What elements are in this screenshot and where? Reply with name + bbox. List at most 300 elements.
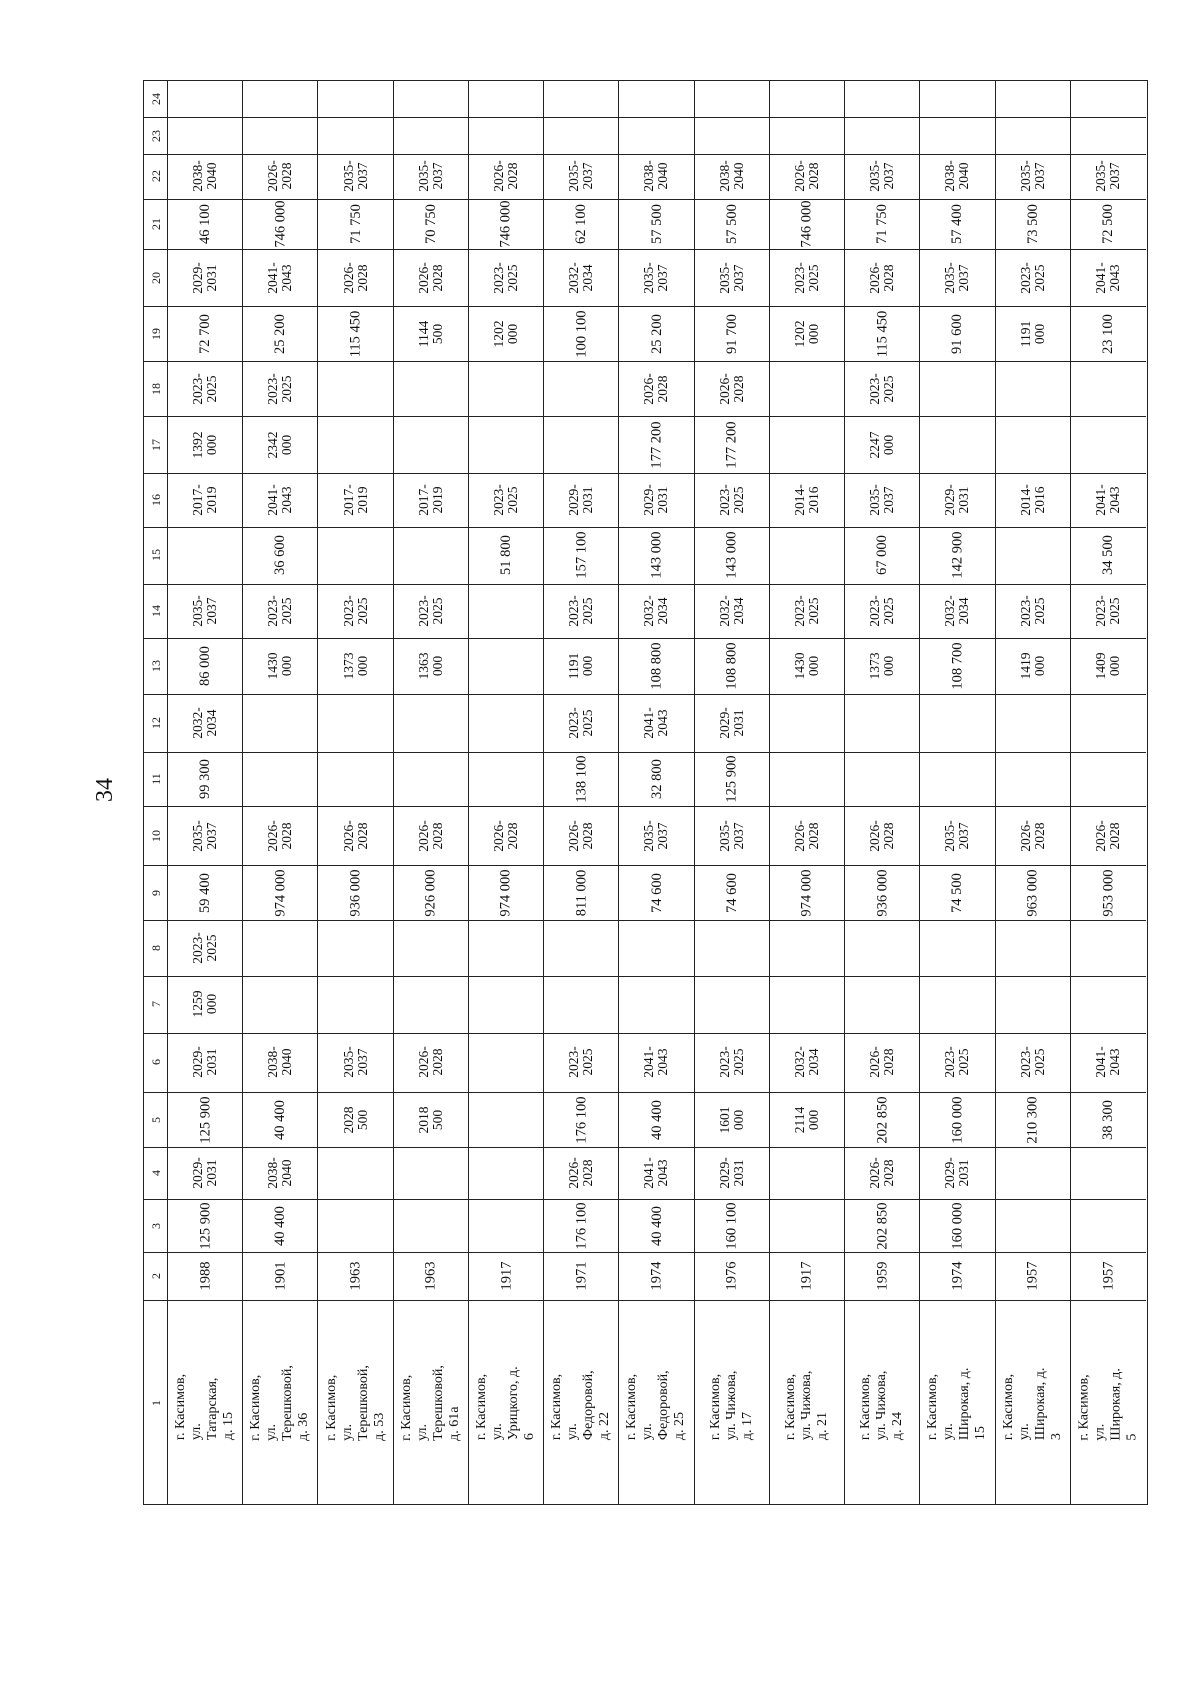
cell-text: 125 900 (197, 1202, 214, 1250)
cell-separator (544, 976, 618, 977)
cell-text: 2041-2043 (1093, 484, 1123, 516)
cell-text: 2026-2028 (566, 820, 596, 852)
cell-text: 1202 000 (791, 320, 821, 348)
cell-text: 2026-2028 (867, 1046, 897, 1079)
cell-text: 2035-2037 (566, 160, 596, 193)
table-cell (469, 361, 543, 416)
table-cell (1071, 249, 1146, 306)
cell-text: 2023-2025 (566, 595, 596, 627)
table-cell (845, 584, 919, 639)
cell-separator (469, 865, 543, 866)
column-number (144, 976, 167, 1032)
cell-separator (845, 1033, 919, 1034)
cell-separator (920, 527, 994, 528)
cell-separator (920, 249, 994, 250)
table-cell (695, 1147, 769, 1199)
cell-separator (770, 117, 844, 118)
table-cell (920, 117, 994, 153)
cell-separator (770, 1033, 844, 1034)
cell-text: 40 400 (272, 1099, 289, 1140)
column-number-text: 5 (148, 1116, 163, 1123)
cell-separator (1071, 806, 1146, 807)
cell-text: 1974 (949, 1261, 966, 1291)
table-cell (695, 865, 769, 920)
cell-separator (920, 920, 994, 921)
cell-text: 2032-2034 (190, 707, 220, 739)
table-row (168, 81, 243, 1504)
table-cell (394, 920, 468, 976)
cell-text: 2035-2037 (1017, 160, 1047, 193)
cell-separator (394, 1092, 468, 1093)
table-cell (394, 584, 468, 639)
cell-separator (845, 249, 919, 250)
cell-separator (243, 1147, 317, 1148)
table-cell (394, 865, 468, 920)
table-cell (770, 306, 844, 361)
cell-text: 2026-2028 (791, 160, 821, 193)
table-cell (318, 976, 392, 1032)
address-text: г. Касимов, ул. Терешковой, д. 53 (323, 1364, 387, 1441)
table-cell (318, 1033, 392, 1093)
header-separator (144, 361, 167, 362)
table-cell (619, 306, 693, 361)
table-cell (469, 1252, 543, 1299)
cell-separator (770, 1199, 844, 1200)
cell-separator (168, 154, 242, 155)
table-row (243, 81, 318, 1504)
cell-separator (695, 1199, 769, 1200)
cell-separator (318, 806, 392, 807)
cell-text: 2026-2028 (1017, 820, 1047, 852)
table-cell (695, 306, 769, 361)
cell-separator (770, 865, 844, 866)
cell-separator (695, 694, 769, 695)
cell-text: 2035-2037 (340, 160, 370, 193)
cell-text: 936 000 (874, 868, 891, 917)
header-separator (144, 473, 167, 474)
table-cell (770, 416, 844, 472)
column-number-text: 18 (148, 382, 163, 395)
cell-text: 2342 000 (265, 431, 295, 459)
cell-separator (695, 306, 769, 307)
cell-separator (318, 976, 392, 977)
cell-separator (920, 865, 994, 866)
cell-text: 2017-2019 (415, 484, 445, 516)
address-text: г. Касимов, ул. Широкая, д. 15 (925, 1367, 989, 1440)
cell-separator (544, 638, 618, 639)
table-cell (920, 976, 994, 1032)
cell-text: 2035-2037 (716, 820, 746, 852)
cell-text: 108 800 (648, 642, 665, 690)
table-cell (168, 473, 242, 528)
cell-separator (1071, 584, 1146, 585)
table-cell (996, 752, 1070, 807)
table-cell (619, 249, 693, 306)
cell-separator (318, 1252, 392, 1253)
table-cell (168, 249, 242, 306)
table-cell (619, 584, 693, 639)
column-number-text: 19 (148, 327, 163, 340)
cell-text: 1373 000 (867, 652, 897, 680)
cell-separator (695, 752, 769, 753)
cell-separator (920, 117, 994, 118)
cell-separator (469, 249, 543, 250)
cell-separator (544, 752, 618, 753)
column-number (144, 81, 167, 117)
table-cell (318, 1300, 392, 1506)
table-cell (770, 1199, 844, 1253)
cell-separator (168, 527, 242, 528)
column-number (144, 249, 167, 306)
cell-text: 91 700 (723, 313, 740, 354)
table-cell (469, 1199, 543, 1253)
table-cell (318, 1199, 392, 1253)
cell-separator (243, 416, 317, 417)
table-cell (168, 199, 242, 249)
header-separator (144, 306, 167, 307)
cell-separator (318, 638, 392, 639)
cell-separator (168, 249, 242, 250)
data-table (143, 80, 1148, 1505)
cell-text: 2023-2025 (942, 1046, 972, 1079)
column-number (144, 1252, 167, 1299)
cell-separator (770, 1147, 844, 1148)
header-separator (144, 920, 167, 921)
table-cell (1071, 976, 1146, 1032)
table-cell (243, 1199, 317, 1253)
table-cell (845, 694, 919, 751)
table-cell (394, 416, 468, 472)
table-cell (544, 154, 618, 199)
cell-separator (469, 806, 543, 807)
cell-text: 2026-2028 (867, 820, 897, 852)
cell-separator (394, 1147, 468, 1148)
table-cell (544, 249, 618, 306)
table-cell (920, 806, 994, 865)
cell-separator (920, 1199, 994, 1200)
cell-separator (318, 1033, 392, 1034)
cell-separator (168, 694, 242, 695)
cell-separator (619, 976, 693, 977)
cell-text: 2023-2025 (1017, 262, 1047, 294)
cell-separator (1071, 249, 1146, 250)
table-cell (996, 306, 1070, 361)
table-cell (168, 638, 242, 694)
table-cell (996, 1199, 1070, 1253)
table-cell (695, 249, 769, 306)
column-number (144, 527, 167, 583)
cell-separator (619, 638, 693, 639)
cell-text: 2032-2034 (942, 595, 972, 627)
table-cell (845, 976, 919, 1032)
cell-separator (394, 1252, 468, 1253)
cell-text: 177 200 (723, 420, 740, 469)
cell-separator (695, 1252, 769, 1253)
cell-text: 963 000 (1024, 868, 1041, 917)
table-cell (996, 473, 1070, 528)
cell-text: 2026-2028 (867, 1157, 897, 1189)
cell-separator (318, 249, 392, 250)
table-cell (243, 117, 317, 153)
address-text: г. Касимов, ул. Татарская, д. 15 (173, 1373, 237, 1440)
table-cell (845, 1147, 919, 1199)
cell-text: 2035-2037 (942, 262, 972, 294)
table-cell (168, 117, 242, 153)
cell-separator (469, 1252, 543, 1253)
cell-separator (996, 1252, 1070, 1253)
cell-separator (243, 1252, 317, 1253)
table-cell (544, 584, 618, 639)
cell-separator (168, 117, 242, 118)
cell-separator (920, 1300, 994, 1301)
cell-text: 100 100 (573, 310, 590, 358)
cell-separator (168, 1033, 242, 1034)
cell-separator (695, 920, 769, 921)
cell-separator (770, 920, 844, 921)
table-cell (845, 527, 919, 583)
cell-text: 2038-2040 (265, 1046, 295, 1079)
table-cell (1071, 1147, 1146, 1199)
cell-separator (996, 584, 1070, 585)
table-cell (544, 694, 618, 751)
table-cell (243, 1300, 317, 1506)
table-cell (1071, 361, 1146, 416)
cell-separator (770, 361, 844, 362)
cell-text: 67 000 (874, 535, 891, 576)
table-cell (318, 154, 392, 199)
cell-text: 2035-2037 (867, 160, 897, 193)
cell-text: 2023-2025 (867, 595, 897, 627)
table-cell (318, 416, 392, 472)
table-cell (544, 416, 618, 472)
table-cell (619, 638, 693, 694)
cell-text: 2023-2025 (791, 595, 821, 627)
table-cell (394, 117, 468, 153)
cell-separator (996, 638, 1070, 639)
cell-separator (996, 865, 1070, 866)
cell-text: 2023-2025 (190, 372, 220, 405)
column-number-text: 10 (148, 829, 163, 842)
cell-text: 2032-2034 (791, 1046, 821, 1079)
cell-text: 40 400 (648, 1205, 665, 1246)
cell-separator (469, 752, 543, 753)
header-separator (144, 1092, 167, 1093)
cell-separator (544, 584, 618, 585)
cell-text: 1971 (573, 1261, 590, 1291)
cell-text: 46 100 (197, 204, 214, 245)
cell-separator (845, 473, 919, 474)
cell-separator (695, 249, 769, 250)
table-cell (619, 1199, 693, 1253)
table-cell (996, 638, 1070, 694)
table-cell (318, 306, 392, 361)
table-cell (243, 1147, 317, 1199)
cell-separator (168, 306, 242, 307)
table-cell (770, 154, 844, 199)
cell-separator (1071, 920, 1146, 921)
cell-text: 2026-2028 (415, 820, 445, 852)
cell-separator (318, 154, 392, 155)
table-cell (845, 1300, 919, 1506)
header-separator (144, 976, 167, 977)
header-separator (144, 249, 167, 250)
header-separator (144, 865, 167, 866)
cell-separator (1071, 976, 1146, 977)
cell-text: 70 750 (422, 204, 439, 245)
address-text: г. Касимов, ул. Урицкого, д. 6 (474, 1366, 538, 1440)
cell-separator (469, 1199, 543, 1200)
cell-separator (695, 527, 769, 528)
cell-separator (770, 154, 844, 155)
cell-separator (469, 1300, 543, 1301)
table-cell (619, 81, 693, 117)
cell-separator (318, 920, 392, 921)
table-cell (544, 976, 618, 1032)
cell-separator (770, 527, 844, 528)
cell-separator (318, 1199, 392, 1200)
header-separator (144, 694, 167, 695)
cell-separator (168, 1092, 242, 1093)
cell-separator (845, 638, 919, 639)
cell-separator (695, 361, 769, 362)
table-cell (619, 1300, 693, 1506)
table-cell (168, 806, 242, 865)
column-number (144, 752, 167, 807)
table-cell (996, 416, 1070, 472)
cell-separator (845, 1147, 919, 1148)
table-cell (394, 1092, 468, 1147)
address-text: г. Касимов, ул. Чижова, д. 17 (707, 1370, 755, 1440)
cell-text: 202 850 (874, 1202, 891, 1250)
cell-separator (1071, 638, 1146, 639)
table-cell (845, 473, 919, 528)
table-cell (168, 920, 242, 976)
cell-text: 1957 (1100, 1261, 1117, 1291)
table-cell (168, 1092, 242, 1147)
table-cell (394, 694, 468, 751)
cell-separator (619, 752, 693, 753)
cell-separator (243, 584, 317, 585)
table-cell (845, 806, 919, 865)
table-cell (920, 361, 994, 416)
cell-text: 59 400 (197, 872, 214, 913)
column-number (144, 806, 167, 865)
cell-separator (394, 154, 468, 155)
cell-separator (695, 865, 769, 866)
cell-separator (544, 806, 618, 807)
cell-separator (394, 117, 468, 118)
table-row (845, 81, 920, 1504)
table-cell (845, 1033, 919, 1093)
table-cell (469, 806, 543, 865)
cell-separator (168, 865, 242, 866)
column-number (144, 117, 167, 153)
cell-separator (243, 1033, 317, 1034)
cell-text: 2026-2028 (265, 820, 295, 852)
cell-text: 2023-2025 (716, 484, 746, 516)
column-number (144, 1033, 167, 1093)
column-number-text: 20 (148, 271, 163, 284)
cell-separator (544, 361, 618, 362)
table-cell (394, 976, 468, 1032)
table-cell (394, 1147, 468, 1199)
cell-text: 2026-2028 (415, 1046, 445, 1079)
table-cell (845, 1092, 919, 1147)
cell-separator (695, 1147, 769, 1148)
table-cell (469, 527, 543, 583)
cell-separator (394, 416, 468, 417)
table-cell (394, 1300, 468, 1506)
cell-text: 2041-2043 (641, 1157, 671, 1189)
cell-separator (619, 584, 693, 585)
cell-separator (1071, 154, 1146, 155)
cell-separator (920, 154, 994, 155)
table-row (318, 81, 393, 1504)
cell-separator (770, 1252, 844, 1253)
table-cell (168, 1300, 242, 1506)
cell-text: 1901 (272, 1261, 289, 1291)
table-cell (394, 1033, 468, 1093)
table-cell (544, 1092, 618, 1147)
cell-text: 32 800 (648, 759, 665, 799)
table-cell (243, 249, 317, 306)
cell-text: 2247 000 (867, 431, 897, 459)
table-cell (394, 199, 468, 249)
cell-text: 2026-2028 (566, 1157, 596, 1189)
table-cell (619, 154, 693, 199)
table-row (920, 81, 995, 1504)
cell-separator (770, 752, 844, 753)
table-cell (619, 920, 693, 976)
table-cell (695, 527, 769, 583)
table-cell (619, 976, 693, 1032)
cell-separator (996, 1199, 1070, 1200)
cell-separator (469, 117, 543, 118)
cell-separator (469, 473, 543, 474)
cell-text: 2026-2028 (791, 820, 821, 852)
header-separator (144, 584, 167, 585)
table-cell (996, 584, 1070, 639)
table-cell (1071, 416, 1146, 472)
table-cell (695, 584, 769, 639)
table-cell (318, 920, 392, 976)
table-cell (469, 81, 543, 117)
cell-text: 2023-2025 (491, 262, 521, 294)
cell-separator (168, 976, 242, 977)
table-cell (168, 694, 242, 751)
cell-separator (243, 117, 317, 118)
cell-separator (243, 920, 317, 921)
cell-text: 1392 000 (190, 431, 220, 459)
cell-text: 2035-2037 (942, 820, 972, 852)
cell-text: 2029-2031 (641, 484, 671, 516)
table-row (469, 81, 544, 1504)
cell-text: 2026-2028 (491, 160, 521, 193)
table-cell (544, 1199, 618, 1253)
cell-text: 811 000 (573, 869, 590, 916)
table-cell (318, 361, 392, 416)
table-cell (996, 1092, 1070, 1147)
table-cell (394, 1199, 468, 1253)
cell-separator (695, 976, 769, 977)
table-cell (1071, 865, 1146, 920)
cell-separator (394, 473, 468, 474)
cell-text: 2041-2043 (265, 262, 295, 294)
table-cell (544, 1252, 618, 1299)
cell-separator (243, 976, 317, 977)
table-cell (845, 752, 919, 807)
cell-separator (318, 1092, 392, 1093)
